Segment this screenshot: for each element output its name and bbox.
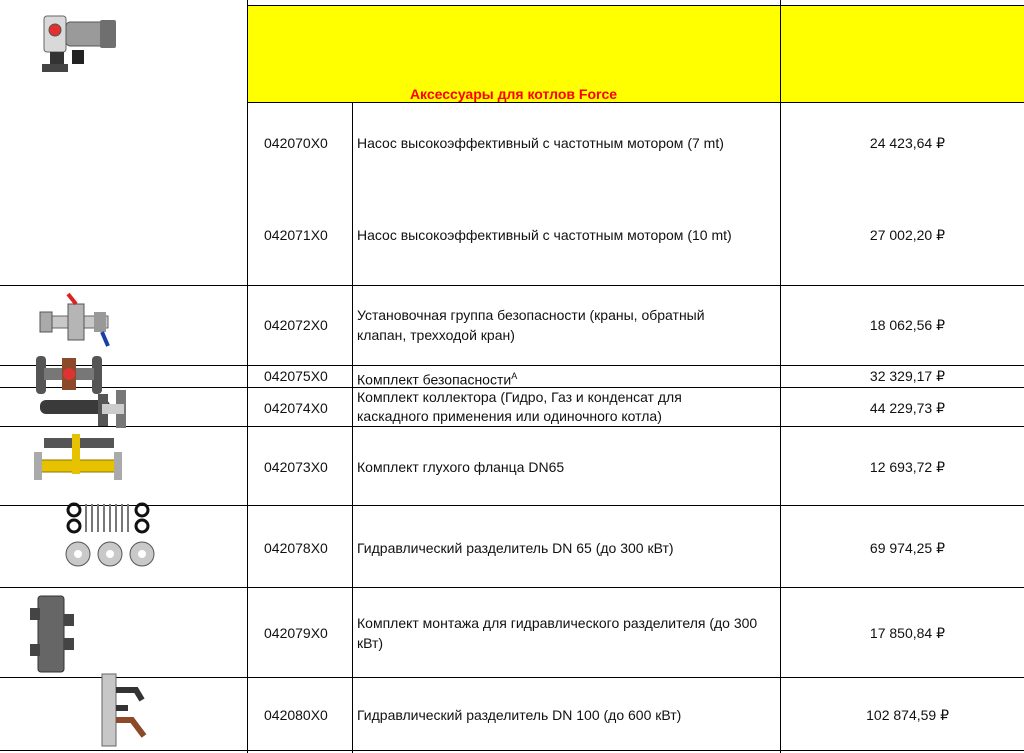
product-description: Гидравлический разделитель DN 100 (до 600 кВт) bbox=[357, 707, 682, 723]
product-price: 102 874,59 ₽ bbox=[866, 707, 949, 723]
product-price: 69 974,25 ₽ bbox=[869, 540, 945, 556]
section-title: Аксессуары для котлов Force bbox=[409, 86, 618, 102]
product-price: 44 229,73 ₽ bbox=[869, 400, 945, 416]
product-description: Гидравлический разделитель DN 65 (до 300 кВт) bbox=[357, 540, 674, 556]
hydraulic-separator-icon bbox=[64, 500, 156, 572]
product-description: Установочная группа безопасности (краны, обратный клапан, трехходой кран) bbox=[357, 307, 705, 343]
product-code: 042071X0 bbox=[264, 227, 328, 243]
collector-icon bbox=[36, 390, 132, 430]
product-code: 042079X0 bbox=[264, 625, 328, 641]
product-code: 042080X0 bbox=[264, 707, 328, 723]
product-description: Комплект безопасности$^A$ bbox=[357, 371, 518, 388]
pump-icon bbox=[40, 8, 120, 76]
product-price: 18 062,56 ₽ bbox=[869, 317, 945, 333]
product-code: 042072X0 bbox=[264, 317, 328, 333]
product-description: Комплект коллектора (Гидро, Газ и конденсат для каскадного применения или одиночного котла) bbox=[357, 389, 682, 424]
product-price: 24 423,64 ₽ bbox=[869, 135, 945, 151]
separator-mount-icon bbox=[28, 592, 78, 676]
product-description: Насос высокоэффективный с частотным мотором (7 mt) bbox=[357, 135, 724, 151]
product-code: 042073X0 bbox=[264, 459, 328, 475]
product-code: 042078X0 bbox=[264, 540, 328, 556]
product-description: Комплект глухого фланца DN65 bbox=[357, 459, 565, 475]
product-code: 042075X0 bbox=[264, 368, 328, 384]
product-price: 27 002,20 ₽ bbox=[869, 227, 945, 243]
product-description: Комплект монтажа для гидравлического разделителя (до 300 кВт) bbox=[357, 615, 758, 651]
product-price: 32 329,17 ₽ bbox=[869, 368, 945, 384]
product-description: Насос высокоэффективный с частотным мотором (10 mt) bbox=[357, 227, 732, 243]
product-code: 042070X0 bbox=[264, 135, 328, 151]
product-code: 042074X0 bbox=[264, 400, 328, 416]
product-price: 12 693,72 ₽ bbox=[869, 459, 945, 475]
valve-assembly-icon bbox=[38, 292, 114, 352]
flange-kit-icon bbox=[34, 430, 130, 486]
product-price: 17 850,84 ₽ bbox=[869, 625, 945, 641]
hydraulic-separator-large-icon bbox=[92, 670, 156, 750]
